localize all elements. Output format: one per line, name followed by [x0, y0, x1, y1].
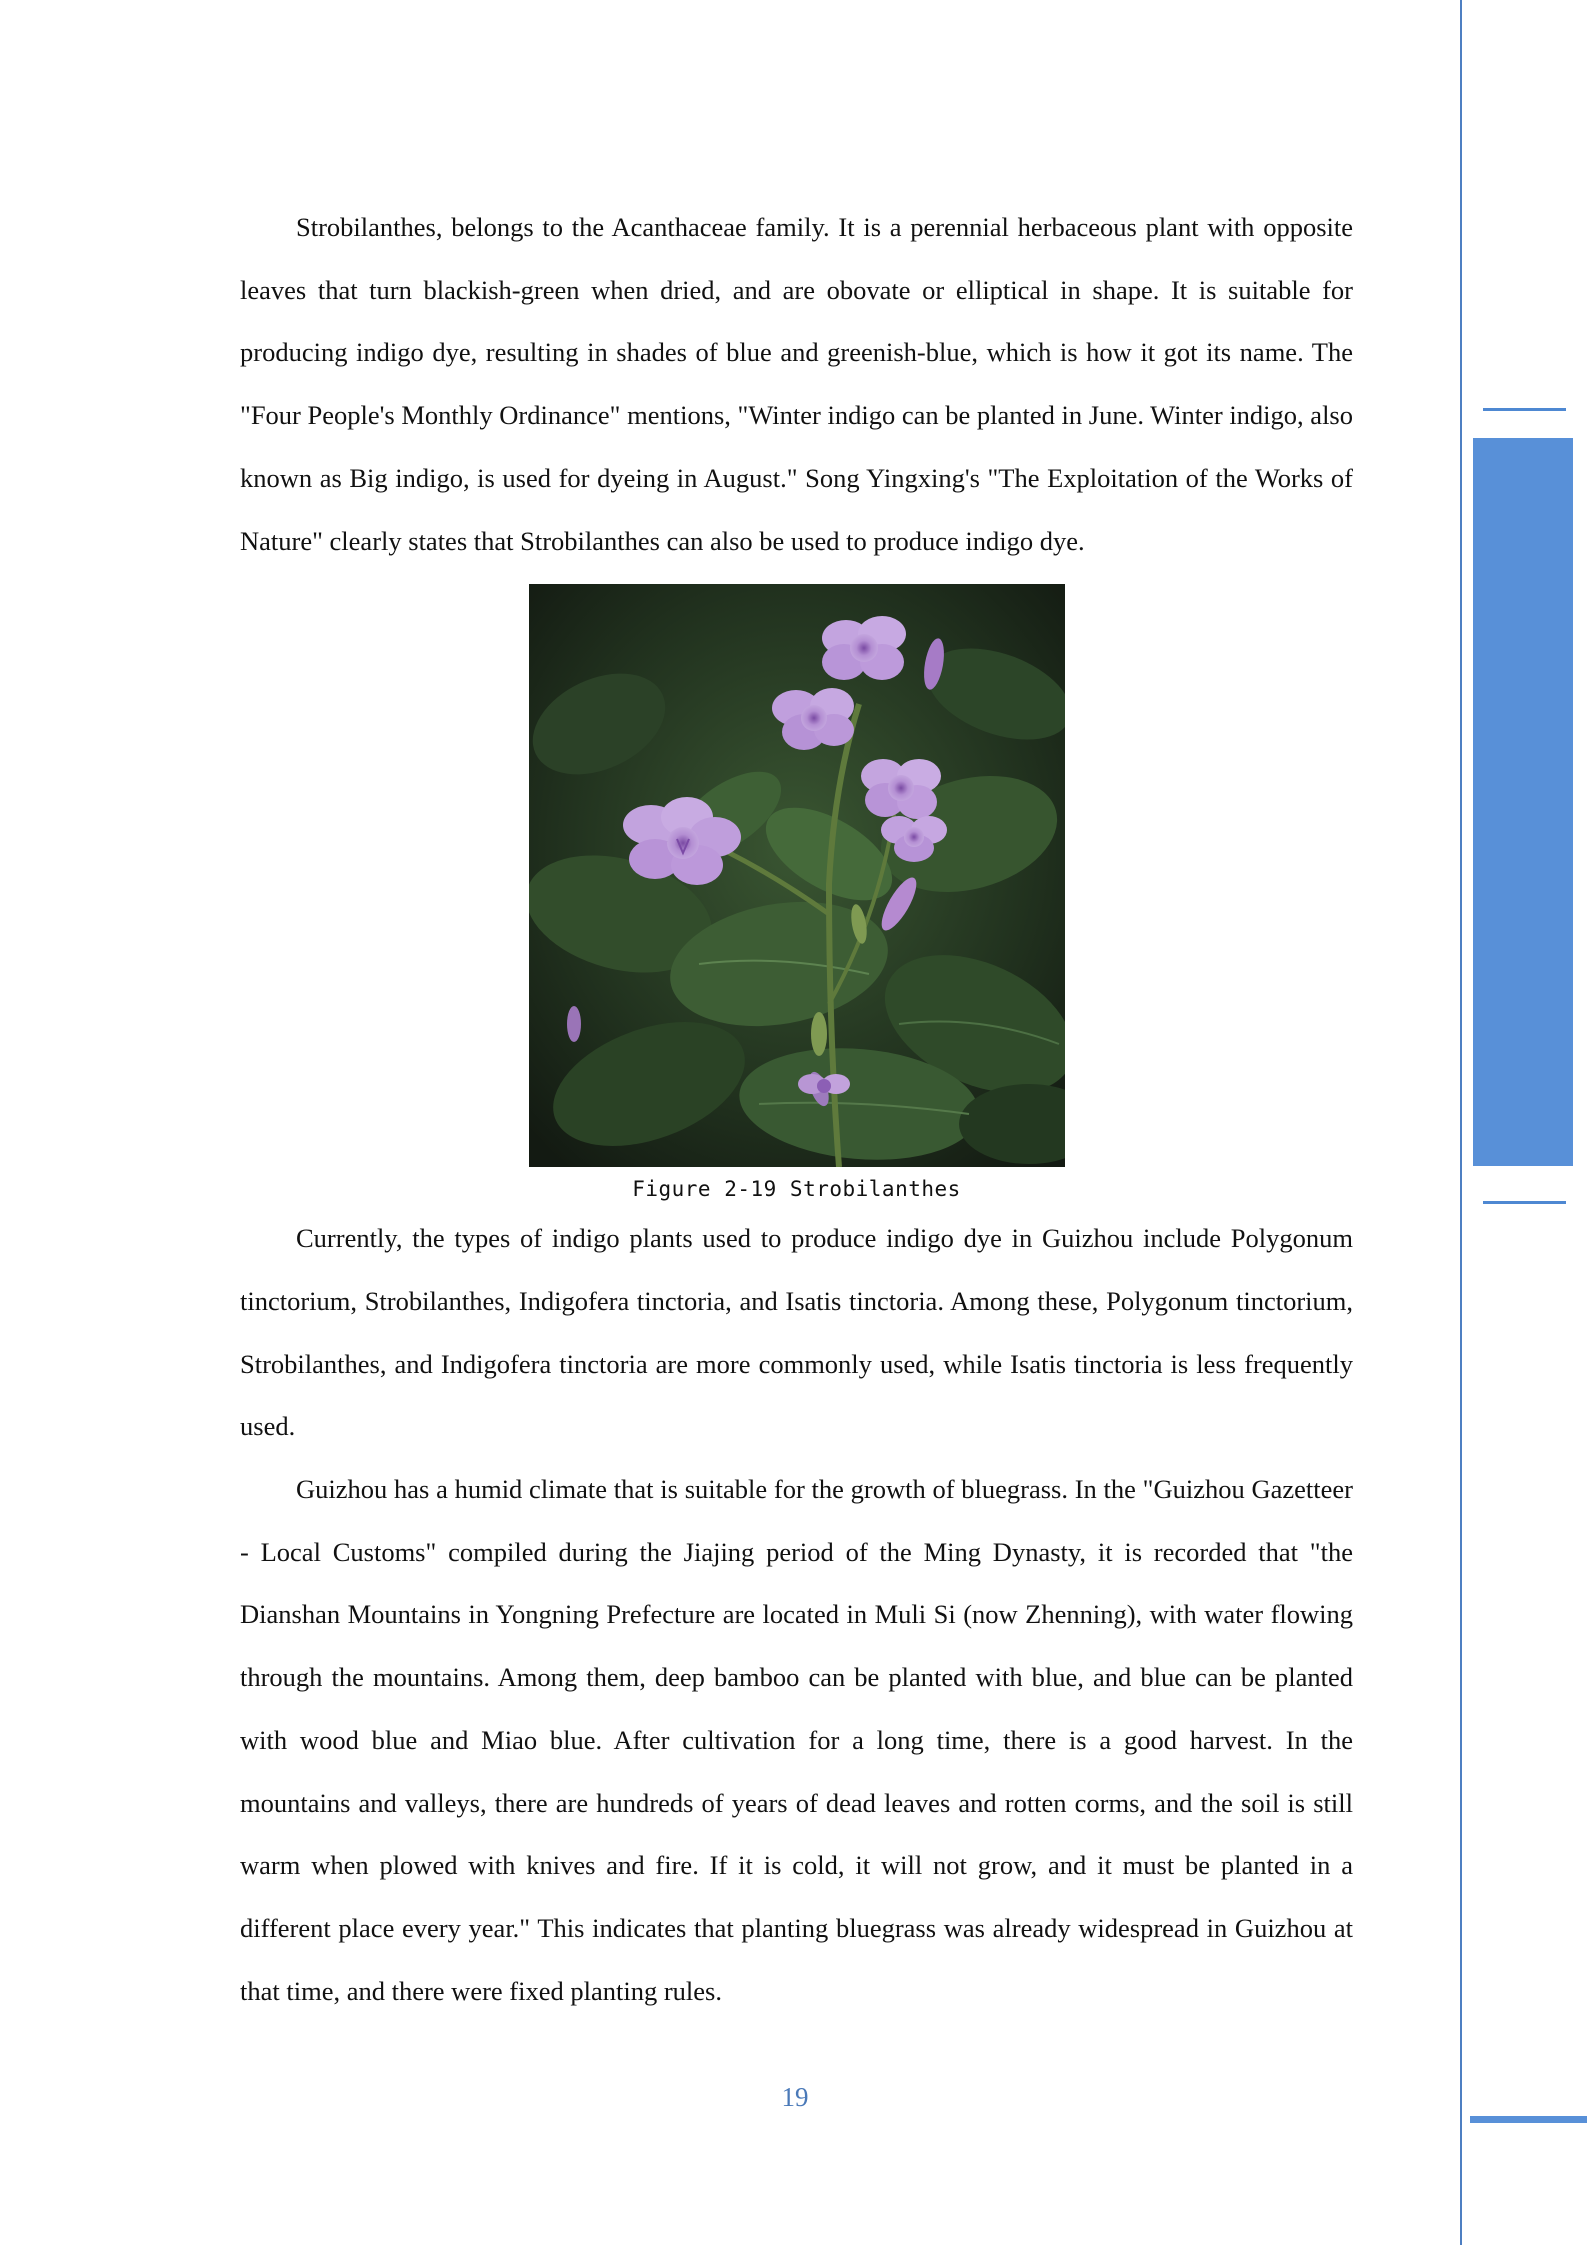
sidebar-tick-top: [1483, 408, 1566, 411]
figure-image-strobilanthes: [529, 584, 1065, 1167]
sidebar-rule: [1460, 0, 1462, 2245]
page-number: 19: [781, 2082, 809, 2112]
sidebar-block: [1473, 438, 1573, 1166]
sidebar-tick-bottom: [1483, 1201, 1566, 1204]
paragraph-guizhou-climate: Guizhou has a humid climate that is suitable for the growth of bluegrass. In the "Guizhou Gazetteer - Local Customs" compiled during the Jiajing period of the Ming Dynasty, it is recorded that "the Dianshan Mountains in Yongning Prefecture are located in Muli Si (now Zhenning), with water flowing through the mountains. Among them, deep bamboo can be planted with blue, and blue can be planted with wood blue and Miao blue. After cultivation for a long time, there is a good harvest. In the mountains and valleys, there are hundreds of years of dead leaves and rotten corms, and the soil is still warm when plowed with knives and fire. If it is cold, it will not grow, and it must be planted in a different place every year." This indicates that planting bluegrass was already widespread in Guizhou at that time, and there were fixed planting rules.: [240, 1474, 1353, 2006]
figure-caption: Figure 2-19 Strobilanthes: [632, 1177, 961, 1202]
paragraph-indigo-types: Currently, the types of indigo plants used to produce indigo dye in Guizhou include Polygonum tinctorium, Strobilanthes, Indigofera tinctoria, and Isatis tinctoria. Among these, Polygonum tinctorium, Strobilanthes, and Indigofera tinctoria are more commonly used, while Isatis tinctoria is less frequently used.: [240, 1223, 1353, 1442]
page-content: [240, 196, 1353, 2022]
figure: [240, 584, 1353, 1201]
paragraph-strobilanthes: Strobilanthes, belongs to the Acanthaceae family. It is a perennial herbaceous plant with opposite leaves that turn blackish-green when dried, and are obovate or elliptical in shape. It is suitable for producing indigo dye, resulting in shades of blue and greenish-blue, which is how it got its name. The "Four People's Monthly Ordinance" mentions, "Winter indigo can be planted in June. Winter indigo, also known as Big indigo, is used for dyeing in August." Song Yingxing's "The Exploitation of the Works of Nature" clearly states that Strobilanthes can also be used to produce indigo dye.: [240, 212, 1353, 556]
sidebar-bottom-bar: [1470, 2116, 1587, 2123]
